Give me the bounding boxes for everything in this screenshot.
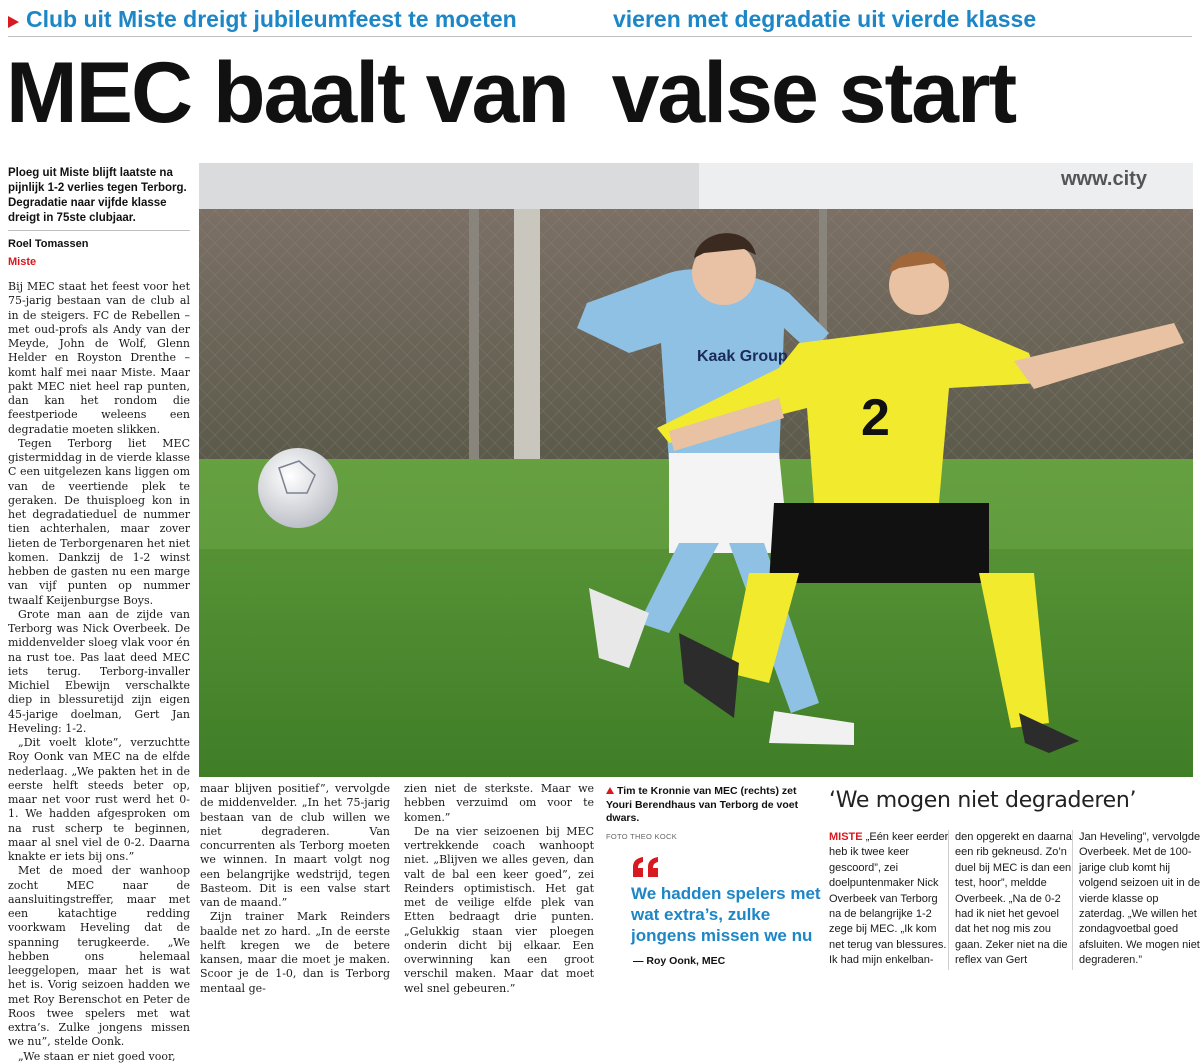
sidebar-headline: ‘We mogen niet degraderen’ [829,788,1137,813]
shirt-sponsor: Kaak Group [697,348,788,365]
sign-text: www.city [1061,168,1147,190]
sidebar-place: MISTE [829,831,863,843]
lede: Ploeg uit Miste blijft laatste na pijnlijk 1-2 verlies tegen Terborg. Degradatie naar vijfde klasse dreigt in 75ste clubjaar. [8,167,187,224]
red-triangle-icon [8,16,19,28]
sidebar-column-2 [955,830,1077,969]
pull-quote-attribution: — Roy Oonk, MEC [633,955,726,967]
sidebar-text: „Eén keer eerder heb ik twee keer gescoord”, zei doelpuntenmaker Nick Overbeek van Terborg na de belangrijke 1-2 zege bij MEC. „Ik kom net terug van blessures. Ik had mijn enkelban- [829,831,949,967]
article-column-3 [404,782,594,996]
photo-caption [606,785,804,826]
sidebar-text: den opgerekt en daarna een rib gekneusd. Zo’n duel bij MEC is dan een test, hoor”, meldde Overbeek. „Na de 0-2 had ik niet het gevoel dat het nog mis zou gaan. Zeker niet na die reflex van Gert [955,831,1072,967]
paragraph: Met de moed der wanhoop zocht MEC naar de aansluitingstreffer, maar met een katachtige redding voorkwam Heveling dat de spanning terugkeerde. „We hebben ons helemaal leeggelopen, maar het is wat het is. Vorig seizoen hadden we met Roy Berenschot en Peter de Roos twee spelers met wat extra’s. Zulke jongens missen we nu”, stelde Oonk. [8,864,190,1049]
paragraph: „Dit voelt klote”, verzuchtte Roy Oonk van MEC na de elfde nederlaag. „We pakten het in de eerste helft steeds beter op, maar net voor rust werd het 0-1. We hadden afgesproken om na rust scherp te beginnen, maar al snel viel de 0-2. Daarna knakte er iets bij ons.” [8,736,190,863]
sidebar-column-1 [829,830,951,969]
pull-quote: We hadden spelers met wat extra’s, zulke jongens missen we nu [631,884,821,945]
paragraph: „We staan er niet goed voor, [18,1049,176,1063]
paragraph: De na vier seizoenen bij MEC vertrekkende coach wanhoopt niet. „Blijven we alles geven, dan valt de bal een keer goed”, zei Reinders optimistisch. Het gat met de veilige elfde plek van Etten bedraagt drie punten. „Gelukkig staan vier ploegen onderin dicht bij elkaar. Een overwinning kan een groot verschil maken. Maar dat moet wel snel gebeuren.” [404,824,594,995]
column-divider [948,830,949,970]
divider [8,230,190,231]
paragraph: Zijn trainer Mark Reinders baalde net zo hard. „In de eerste helft kregen we de betere kansen, maar die moet je maken. Scoor je de 1-0, dan is Terborg mentaal ge- [200,910,390,995]
paragraph: zien niet de sterkste. Maar we hebben verzuimd om voor te komen.” [404,782,594,824]
sidebar-text: Jan Heveling”, vervolgde Overbeek. Met de 100-jarige club komt hij volgend seizoen uit in de vierde klasse op zaterdag. „We willen het zondagvoetbal goed afsluiten. We mogen niet degraderen.” [1079,831,1200,967]
paragraph: Bij MEC staat het feest voor het 75-jarig bestaan van de club al in de steigers. FC de Rebellen – met oud-profs als Andy van der Meyde, John de Wolf, Glenn Helder en Royston Drenthe – komt half mei naar Miste. Maar pakt MEC niet heel rap punten, dan kan het rondom die feestperiode weleens een degradatie moeten slikken. [8,280,190,436]
caption-triangle-icon [606,787,614,794]
article-column-1 [8,280,190,1064]
kicker-text-1: Club uit Miste dreigt jubileumfeest te moeten [26,6,517,32]
shirt-number: 2 [861,389,890,447]
kicker [8,6,1192,37]
match-photo [199,163,1193,777]
caption-text: Tim te Kronnie van MEC (rechts) zet Youri Berendhaus van Terborg de voet dwars. [606,785,799,824]
sidebar-column-3 [1079,830,1200,969]
byline-author: Roel Tomassen [8,238,89,250]
headline: MEC baalt van valse start [6,45,1016,141]
paragraph: Grote man aan de zijde van Terborg was Nick Overbeek. De middenvelder sloeg vlak voor én na rust toe. Pas laat deed MEC iets terug. Terborg-invaller Michiel Ebewijn verschalkte diep in blessuretijd zijn eigen 45-jarige doelman, Gert Jan Heveling: 1-2. [8,607,190,735]
paragraph: Tegen Terborg liet MEC gistermiddag in de vierde klasse C een uitgelezen kans liggen om van de veertiende plek te geraken. De thuisploeg kon in het degradatieduel de nummer tien achterhalen, maar zover lieten de Terborgenaren het niet komen. Dankzij de 1-2 winst hebben de gasten nu een marge van vijf punten op nummer twaalf Keijenburgse Boys. [8,436,190,607]
article-column-2 [200,782,390,996]
photo-illustration [199,163,1193,777]
column-divider [1072,830,1073,970]
quote-icon [631,857,661,879]
photo-credit: FOTO THEO KOCK [606,832,678,841]
kicker-text-2: vieren met degradatie uit vierde klasse [613,6,1037,32]
paragraph: maar blijven positief”, vervolgde de middenvelder. „In het 75-jarig bestaan van de club willen we niet degraderen. Van concurrenten als Terborg moeten we winnen. In maart volgt nog een belangrijke wedstrijd, tegen Basteom. Dit is een valse start van de maand.” [200,782,390,909]
byline-place: Miste [8,256,37,268]
